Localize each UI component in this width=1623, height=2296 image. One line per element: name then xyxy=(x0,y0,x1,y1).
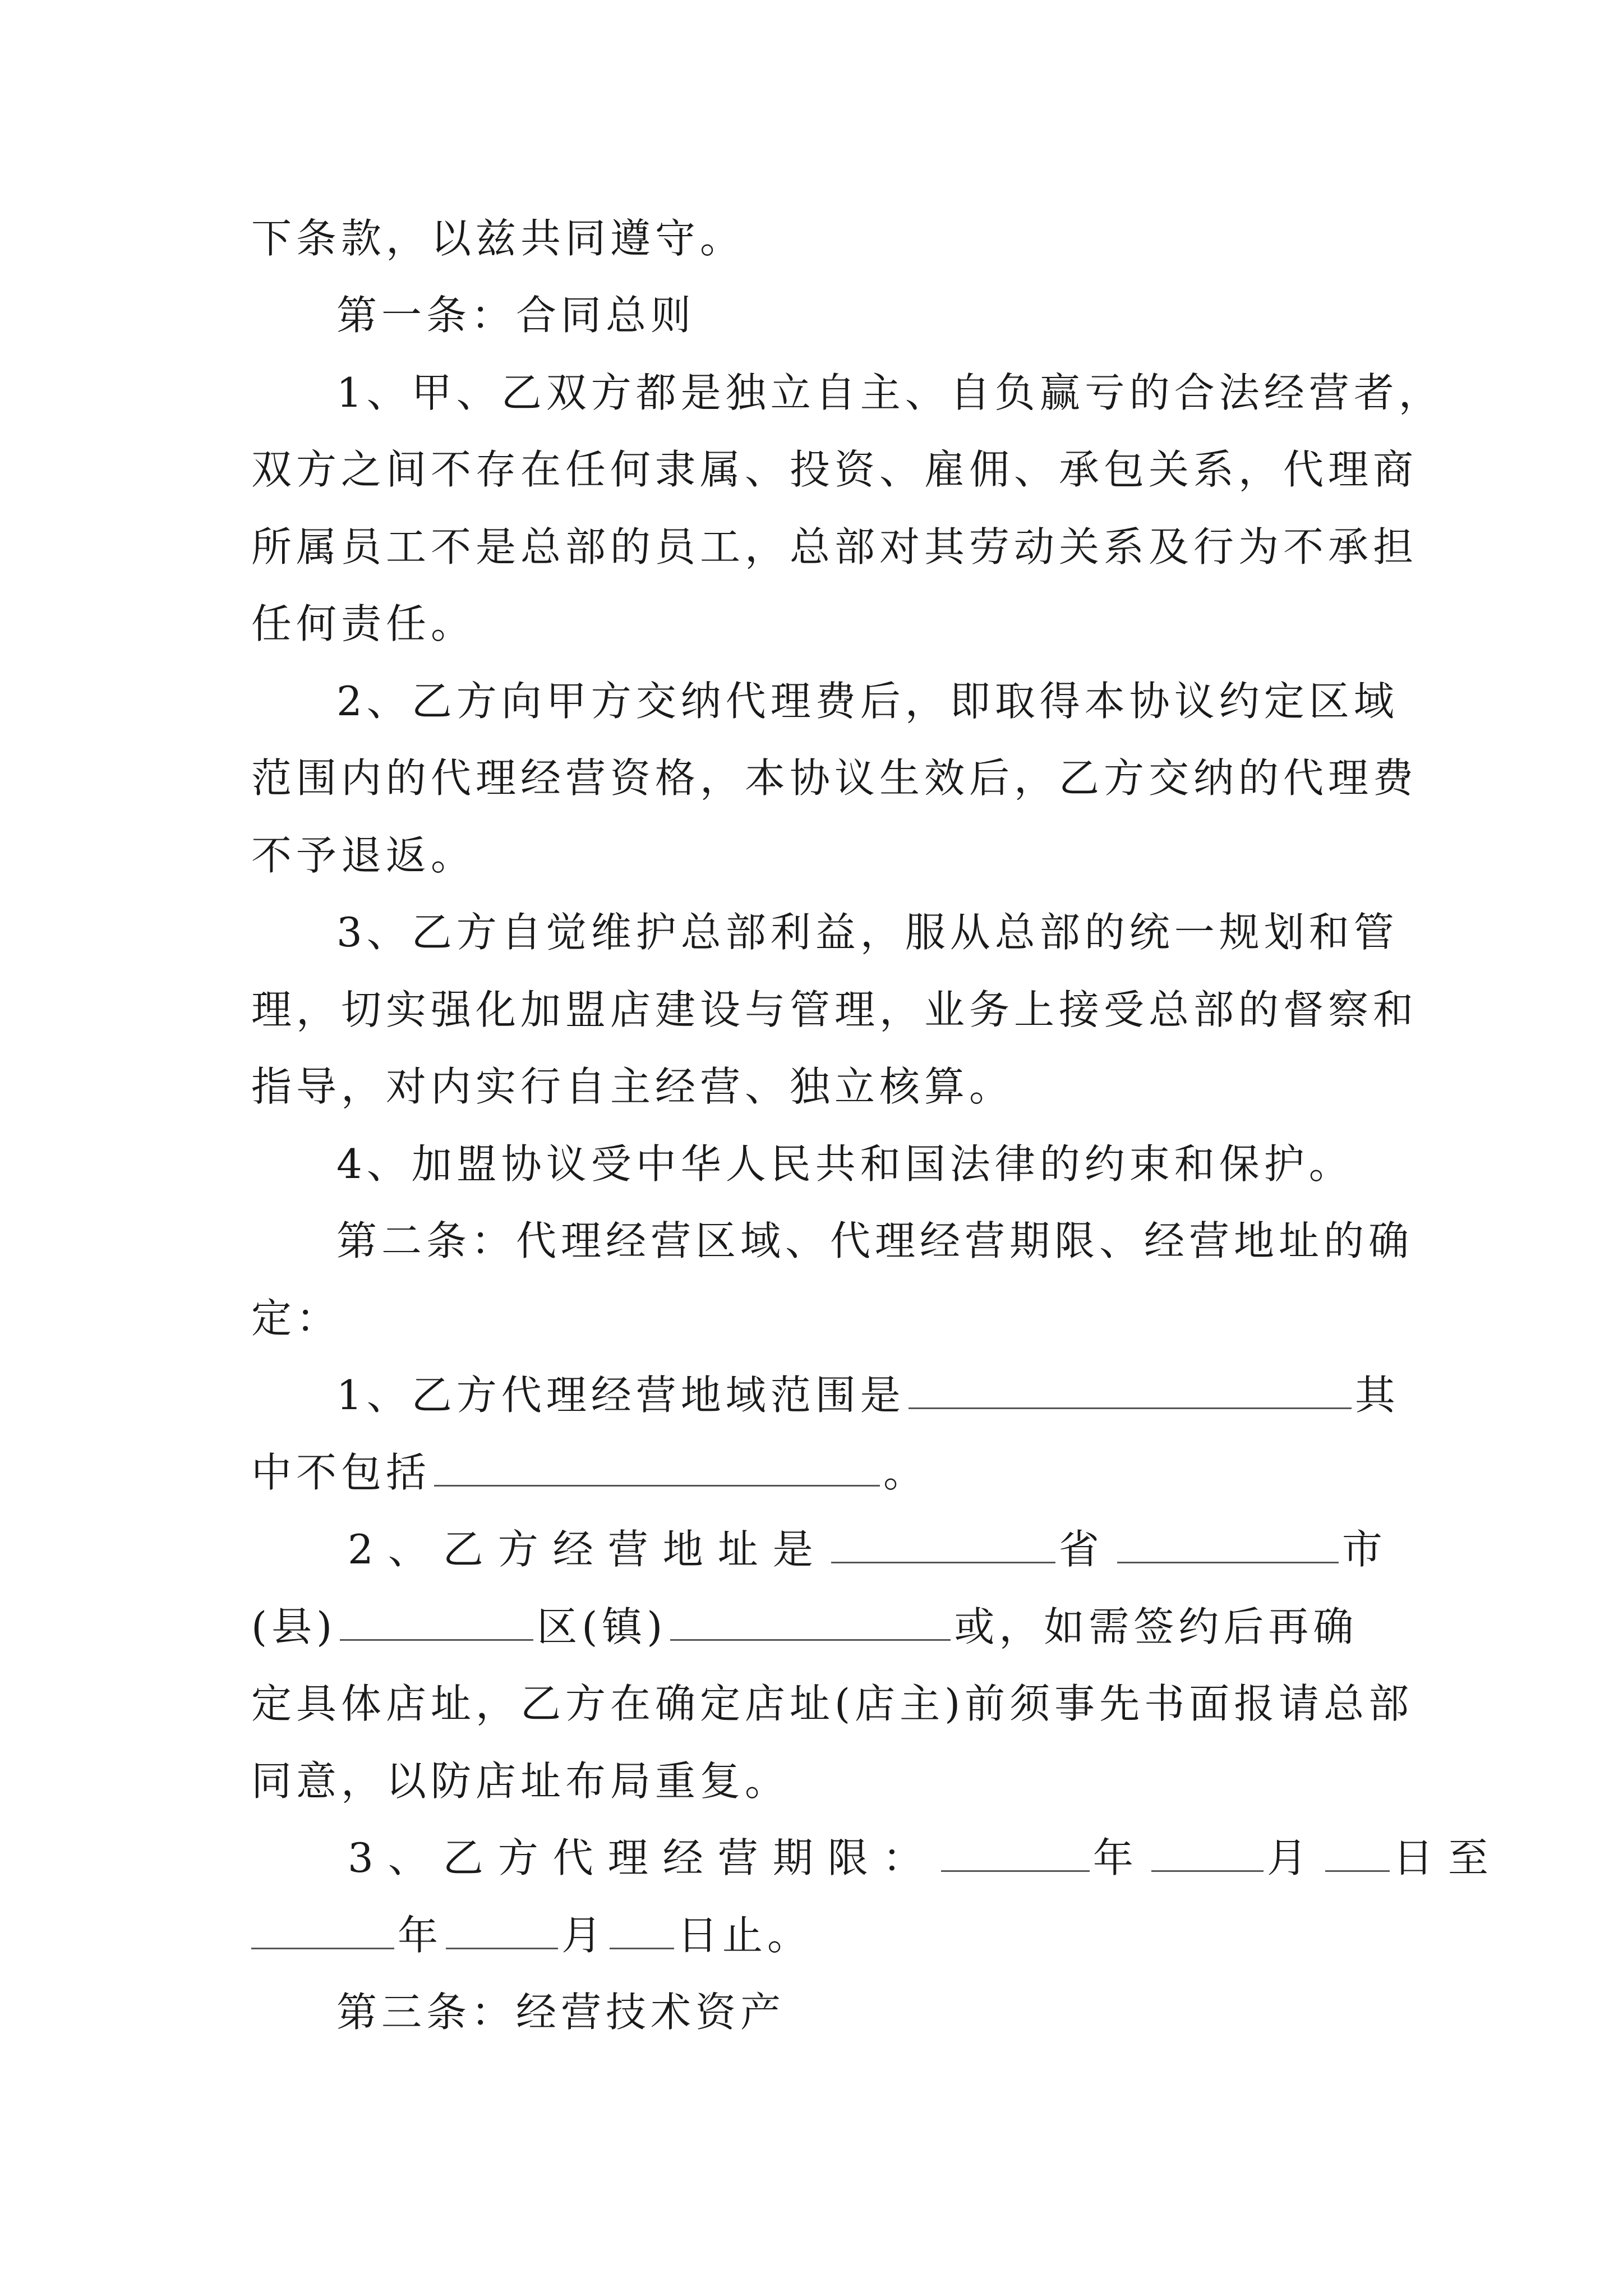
text-line xyxy=(336,1367,1486,1423)
text-line xyxy=(348,1830,1503,1886)
text-line: 同意，以防店址布局重复。 xyxy=(251,1757,790,1805)
text-line: 指导，对内实行自主经营、独立核算。 xyxy=(251,1063,1015,1110)
text-line: 下条款，以兹共同遵守。 xyxy=(251,215,745,262)
text-fragment: 年 xyxy=(398,1912,443,1959)
fill-in-blank[interactable] xyxy=(434,1444,880,1487)
text-fragment: 日止。 xyxy=(677,1912,813,1959)
fill-in-blank[interactable] xyxy=(1325,1830,1390,1872)
text-line: 定： xyxy=(251,1295,342,1342)
fill-in-blank[interactable] xyxy=(446,1907,558,1949)
section-heading: 第一条：合同总则 xyxy=(336,292,696,339)
fill-in-blank[interactable] xyxy=(340,1599,533,1641)
text-line: 3、乙方自觉维护总部利益，服从总部的统一规划和管 xyxy=(336,909,1399,956)
fill-in-blank[interactable] xyxy=(941,1830,1090,1872)
text-line xyxy=(348,1521,1497,1577)
text-fragment: (县) xyxy=(251,1603,337,1650)
text-line: 所属员工不是总部的员工，总部对其劳动关系及行为不承担 xyxy=(251,523,1418,570)
text-fragment: 省 xyxy=(1058,1526,1114,1573)
text-fragment: 月 xyxy=(1266,1834,1322,1881)
text-fragment: 日至 xyxy=(1393,1834,1503,1881)
fill-in-blank[interactable] xyxy=(251,1907,394,1949)
text-line: 不予退返。 xyxy=(251,832,476,879)
section-heading: 第二条：代理经营区域、代理经营期限、经营地址的确 xyxy=(336,1217,1414,1264)
text-line: 范围内的代理经营资格，本协议生效后，乙方交纳的代理费 xyxy=(251,754,1418,802)
fill-in-blank[interactable] xyxy=(670,1599,951,1641)
text-fragment: 市 xyxy=(1341,1526,1397,1573)
text-line xyxy=(251,1907,1401,1963)
text-fragment: 3、乙方代理经营期限： xyxy=(348,1834,938,1881)
text-line: 理，切实强化加盟店建设与管理，业务上接受总部的督察和 xyxy=(251,986,1418,1033)
text-fragment: 。 xyxy=(883,1449,929,1496)
text-fragment: 或，如需签约后再确 xyxy=(954,1603,1358,1650)
fill-in-blank[interactable] xyxy=(610,1907,674,1949)
text-fragment: 月 xyxy=(561,1912,607,1959)
text-fragment: 区(镇) xyxy=(537,1603,667,1650)
section-heading: 第三条：经营技术资产 xyxy=(336,1989,786,2036)
text-line: 2、乙方向甲方交纳代理费后，即取得本协议约定区域 xyxy=(336,678,1399,725)
text-line: 任何责任。 xyxy=(251,600,476,647)
text-fragment: 2、乙方经营地址是 xyxy=(348,1526,828,1573)
text-fragment: 1、乙方代理经营地域范围是 xyxy=(336,1372,905,1419)
text-line: 定具体店址，乙方在确定店址(店主)前须事先书面报请总部 xyxy=(251,1680,1414,1727)
text-line: 4、加盟协议受中华人民共和国法律的约束和保护。 xyxy=(336,1140,1354,1188)
text-fragment: 其 xyxy=(1354,1372,1400,1419)
fill-in-blank[interactable] xyxy=(1117,1521,1339,1563)
text-line: 1、甲、乙双方都是独立自主、自负赢亏的合法经营者， xyxy=(336,369,1444,416)
fill-in-blank[interactable] xyxy=(1151,1830,1264,1872)
fill-in-blank[interactable] xyxy=(909,1367,1352,1409)
fill-in-blank[interactable] xyxy=(831,1521,1055,1563)
text-fragment: 年 xyxy=(1092,1834,1148,1881)
text-line: 双方之间不存在任何隶属、投资、雇佣、承包关系，代理商 xyxy=(251,446,1418,493)
text-fragment: 中不包括 xyxy=(251,1449,431,1496)
text-line xyxy=(251,1444,1401,1501)
text-line xyxy=(251,1599,1401,1655)
